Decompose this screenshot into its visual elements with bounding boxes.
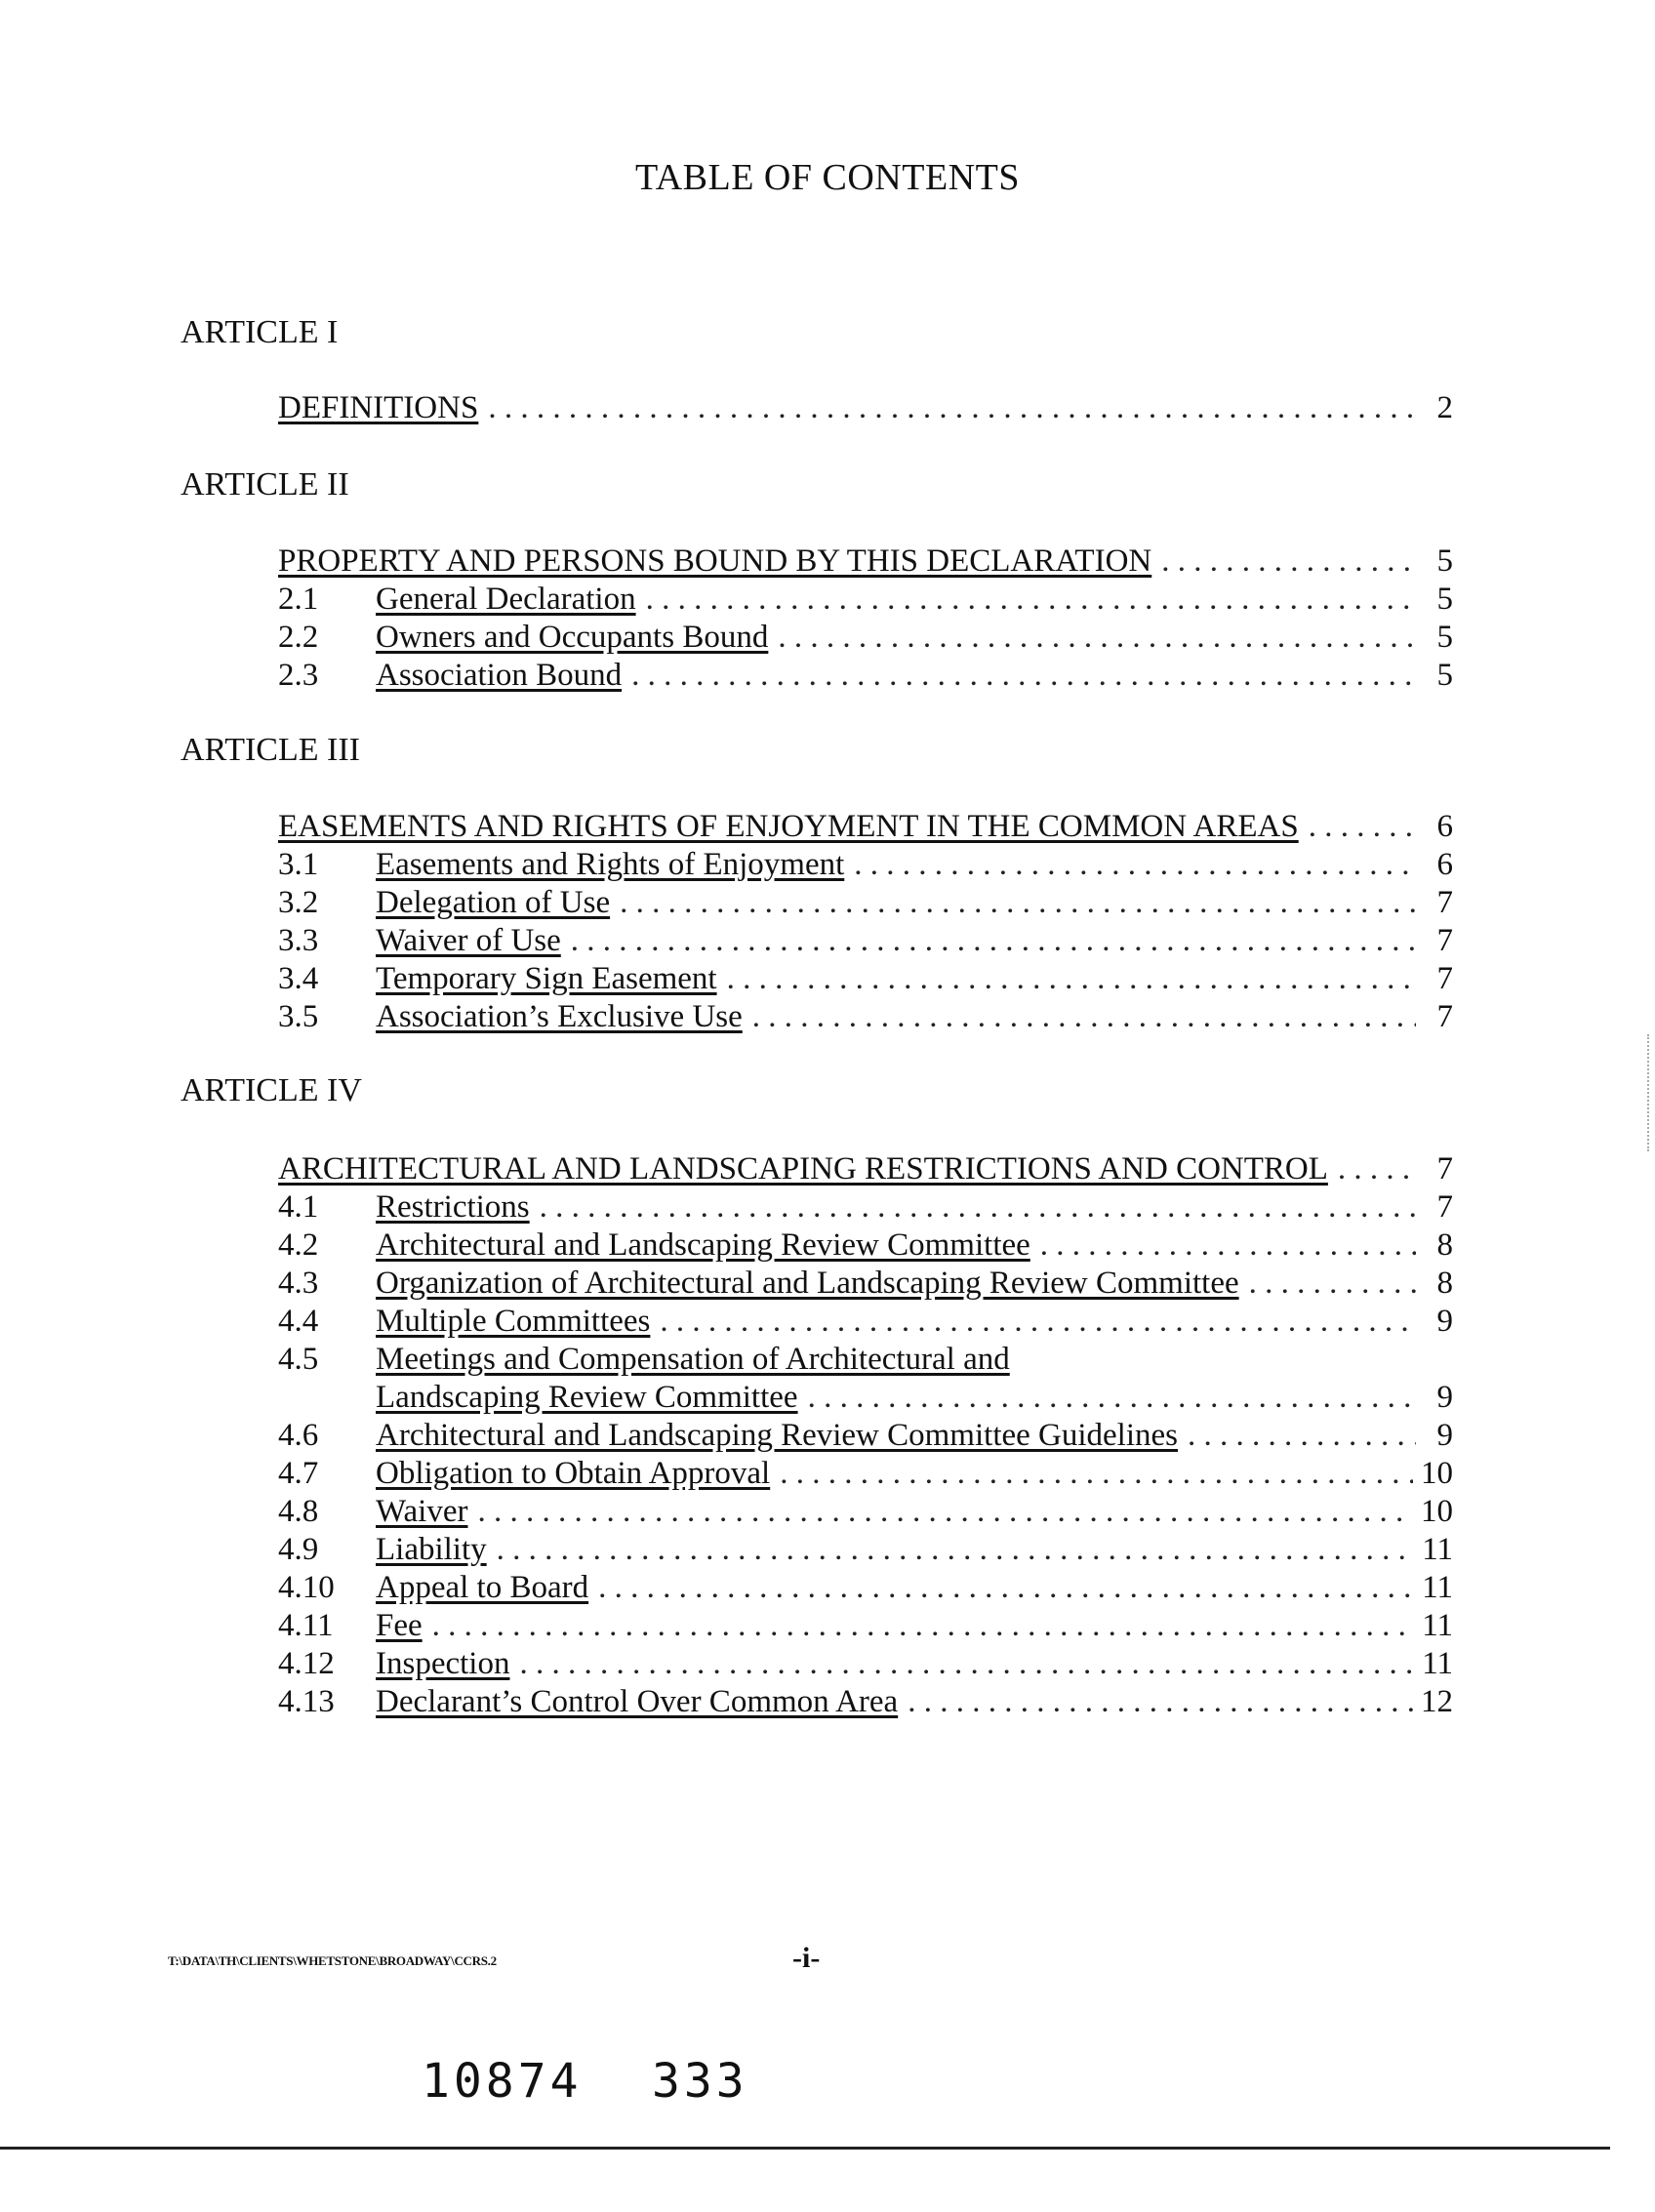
- entry-page: 7: [1436, 1189, 1453, 1225]
- dot-leader: [660, 1302, 1416, 1341]
- entry-title: EASEMENTS AND RIGHTS OF ENJOYMENT IN THE COMMON AREAS: [278, 809, 1299, 844]
- entry-page: 12: [1421, 1684, 1453, 1719]
- toc-entry: [278, 580, 1453, 619]
- entry-title: Delegation of Use: [376, 885, 611, 920]
- dot-leader: [540, 1187, 1416, 1227]
- entry-page: 10: [1421, 1494, 1453, 1529]
- entry-page: 7: [1436, 999, 1453, 1034]
- entry-title: Liability: [376, 1532, 487, 1567]
- entry-title-continued: Landscaping Review Committee: [376, 1380, 798, 1415]
- entry-title: Inspection: [376, 1646, 510, 1681]
- entry-number: 3.3: [278, 923, 319, 958]
- entry-title: Obligation to Obtain Approval: [376, 1456, 771, 1491]
- entry-title: Meetings and Compensation of Architectural and: [376, 1342, 1010, 1377]
- entry-title: Owners and Occupants Bound: [376, 620, 769, 655]
- entry-number: 4.9: [278, 1532, 319, 1567]
- entry-title: Easements and Rights of Enjoyment: [376, 847, 845, 882]
- toc-entry: [278, 1530, 1453, 1569]
- toc-entry: [278, 1187, 1453, 1227]
- toc-entry: [278, 388, 1453, 427]
- dot-leader: [598, 1568, 1414, 1607]
- entry-page: 2: [1436, 390, 1453, 425]
- entry-number: 2.1: [278, 582, 319, 617]
- entry-page: 8: [1436, 1227, 1453, 1263]
- entry-title: General Declaration: [376, 582, 636, 617]
- toc-entry: [278, 1492, 1453, 1531]
- entry-page: 6: [1436, 809, 1453, 844]
- entry-number: 3.2: [278, 885, 319, 920]
- entry-page: 9: [1436, 1418, 1453, 1453]
- dot-leader: [488, 388, 1416, 427]
- entry-page: 7: [1436, 961, 1453, 996]
- stamp-book-number: 10874: [422, 2054, 583, 2109]
- dot-leader: [854, 845, 1416, 884]
- article-heading: ARTICLE I: [181, 314, 339, 350]
- toc-entry: [278, 1302, 1453, 1341]
- entry-page: 9: [1436, 1380, 1453, 1415]
- toc-entry: [278, 845, 1453, 884]
- toc-entry: [278, 921, 1453, 960]
- entry-number: 4.2: [278, 1227, 319, 1263]
- entry-page: 11: [1422, 1646, 1453, 1681]
- dot-leader: [1040, 1226, 1416, 1265]
- entry-title: DEFINITIONS: [278, 390, 479, 425]
- entry-title: Association’s Exclusive Use: [376, 999, 743, 1034]
- entry-number: 4.4: [278, 1304, 319, 1339]
- entry-title: Fee: [376, 1608, 423, 1643]
- dot-leader: [1188, 1416, 1416, 1455]
- dot-leader: [631, 656, 1416, 695]
- article-heading: ARTICLE IV: [181, 1072, 362, 1108]
- dot-leader: [780, 1454, 1413, 1493]
- toc-entry: [278, 1416, 1453, 1455]
- dot-leader: [432, 1606, 1415, 1645]
- entry-title: Architectural and Landscaping Review Committee Guidelines: [376, 1418, 1179, 1453]
- toc-entry: [278, 1149, 1453, 1188]
- bottom-rule: [0, 2147, 1610, 2150]
- entry-title: Multiple Committees: [376, 1304, 651, 1339]
- toc-entry: [278, 656, 1453, 695]
- toc-entry: [278, 542, 1453, 581]
- toc-entry: [278, 1682, 1453, 1721]
- toc-entry: [278, 1568, 1453, 1607]
- entry-title: Organization of Architectural and Landscaping Review Committee: [376, 1266, 1239, 1301]
- toc-entry: [278, 959, 1453, 998]
- toc-entry: [278, 1226, 1453, 1265]
- dot-leader: [808, 1378, 1416, 1417]
- entry-page: 7: [1436, 885, 1453, 920]
- entry-title: Architectural and Landscaping Review Committee: [376, 1227, 1030, 1263]
- toc-entry: [278, 807, 1453, 846]
- entry-title: Waiver of Use: [376, 923, 561, 958]
- entry-page: 5: [1436, 620, 1453, 655]
- toc-entry: [278, 997, 1453, 1036]
- article-heading: ARTICLE III: [181, 732, 360, 768]
- dot-leader: [908, 1682, 1413, 1721]
- entry-number: 4.10: [278, 1570, 335, 1605]
- entry-title: ARCHITECTURAL AND LANDSCAPING RESTRICTIONS AND CONTROL: [278, 1151, 1328, 1186]
- entry-number: 2.3: [278, 658, 319, 693]
- footer-page-number: -i-: [792, 1942, 821, 1974]
- entry-page: 8: [1436, 1266, 1453, 1301]
- dot-leader: [620, 883, 1416, 922]
- entry-title: Restrictions: [376, 1189, 530, 1225]
- toc-entry: [278, 1264, 1453, 1303]
- stamp-page-number: 333: [652, 2054, 748, 2109]
- dot-leader: [477, 1492, 1413, 1531]
- entry-number: 2.2: [278, 620, 319, 655]
- dot-leader: [1249, 1264, 1416, 1303]
- page-title: TABLE OF CONTENTS: [635, 157, 1020, 198]
- entry-page: 11: [1422, 1532, 1453, 1567]
- entry-page: 11: [1422, 1570, 1453, 1605]
- entry-title: Declarant’s Control Over Common Area: [376, 1684, 899, 1719]
- dot-leader: [646, 580, 1416, 619]
- entry-page: 11: [1422, 1608, 1453, 1643]
- entry-page: 5: [1436, 582, 1453, 617]
- footer-file-path: T:\DATA\TH\CLIENTS\WHETSTONE\BROADWAY\CCRS.2: [168, 1953, 497, 1968]
- dot-leader: [1338, 1149, 1416, 1188]
- entry-title: PROPERTY AND PERSONS BOUND BY THIS DECLARATION: [278, 543, 1152, 579]
- toc-entry: [278, 1454, 1453, 1493]
- entry-page: 7: [1436, 923, 1453, 958]
- dot-leader: [727, 959, 1416, 998]
- entry-page: 9: [1436, 1304, 1453, 1339]
- entry-number: 3.1: [278, 847, 319, 882]
- dot-leader: [571, 921, 1416, 960]
- toc-entry: [278, 618, 1453, 657]
- entry-page: 7: [1436, 1151, 1453, 1186]
- entry-title: Association Bound: [376, 658, 623, 693]
- entry-number: 4.8: [278, 1494, 319, 1529]
- entry-page: 10: [1421, 1456, 1453, 1491]
- dot-leader: [1161, 542, 1416, 581]
- toc-entry: [278, 1644, 1453, 1683]
- entry-number: 3.5: [278, 999, 319, 1034]
- entry-number: 4.5: [278, 1342, 319, 1377]
- dot-leader: [497, 1530, 1415, 1569]
- entry-title: Appeal to Board: [376, 1570, 589, 1605]
- entry-number: 4.12: [278, 1646, 335, 1681]
- toc-entry: [278, 1606, 1453, 1645]
- entry-title: Temporary Sign Easement: [376, 961, 717, 996]
- article-heading: ARTICLE II: [181, 466, 349, 503]
- entry-page: 6: [1436, 847, 1453, 882]
- scan-edge-mark: [1647, 1034, 1651, 1151]
- toc-entry-continuation: [376, 1378, 1453, 1417]
- toc-entry-multiline: [278, 1340, 1453, 1379]
- entry-number: 4.7: [278, 1456, 319, 1491]
- entry-number: 4.13: [278, 1684, 335, 1719]
- dot-leader: [752, 997, 1416, 1036]
- toc-entry: [278, 883, 1453, 922]
- dot-leader: [519, 1644, 1414, 1683]
- entry-number: 3.4: [278, 961, 319, 996]
- entry-number: 4.6: [278, 1418, 319, 1453]
- entry-page: 5: [1436, 543, 1453, 579]
- entry-title: Waiver: [376, 1494, 468, 1529]
- entry-page: 5: [1436, 658, 1453, 693]
- entry-number: 4.11: [278, 1608, 334, 1643]
- entry-number: 4.1: [278, 1189, 319, 1225]
- dot-leader: [778, 618, 1416, 657]
- dot-leader: [1309, 807, 1416, 846]
- entry-number: 4.3: [278, 1266, 319, 1301]
